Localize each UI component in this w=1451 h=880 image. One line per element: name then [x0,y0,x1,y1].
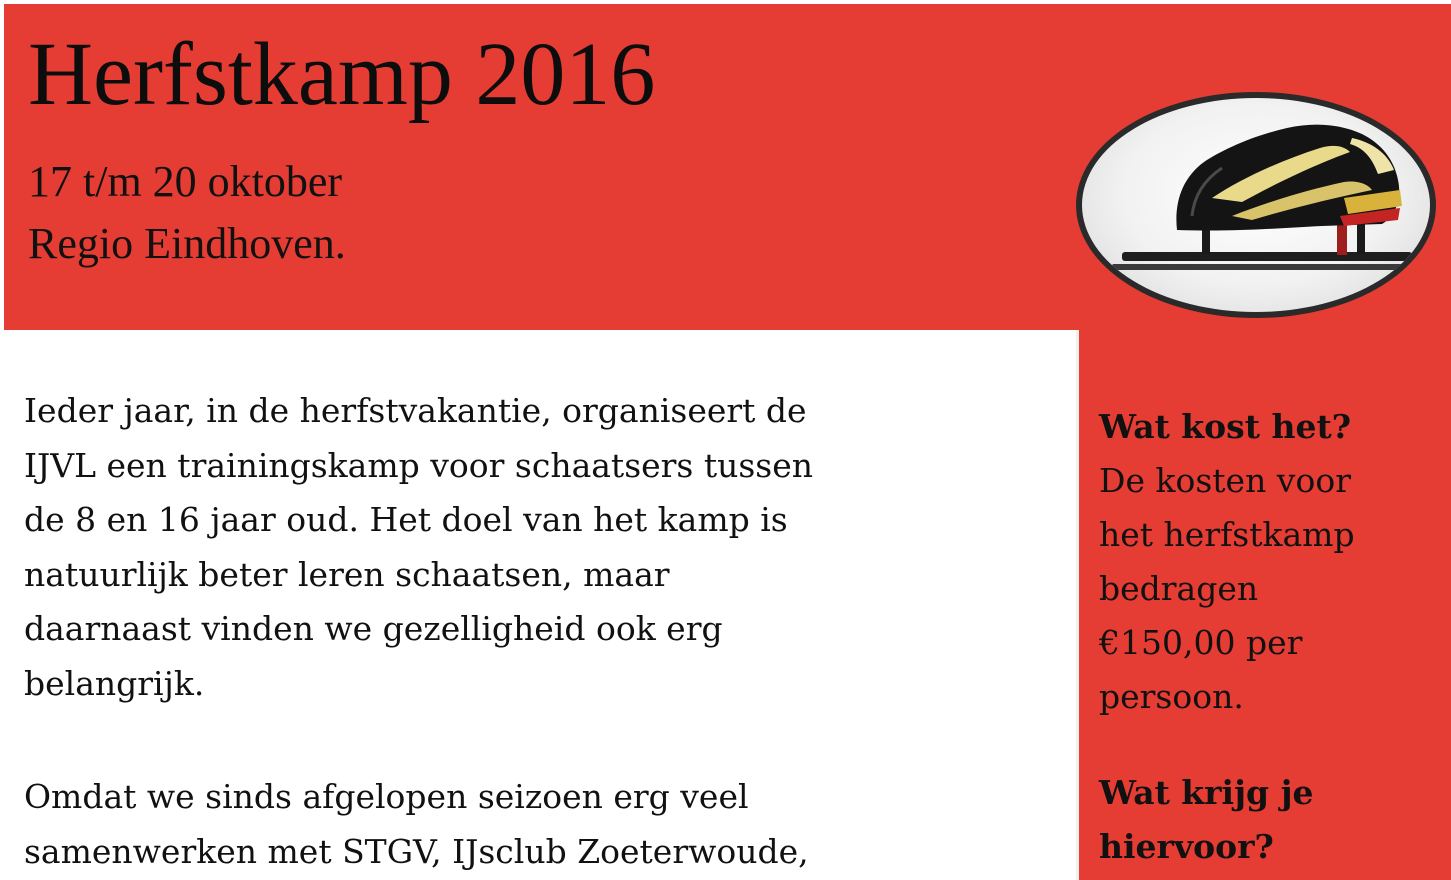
benefits-question-line: Wat krijg je [1099,773,1314,812]
cost-answer-line: €150,00 per [1099,623,1303,662]
cost-answer-line: persoon. [1099,677,1244,716]
intro-paragraph [24,384,1064,711]
header-banner [4,4,1451,330]
cost-answer-line: bedragen [1099,569,1259,608]
paragraph-line: Omdat we sinds afgelopen seizoen erg veel [24,777,749,816]
paragraph-line: IJVL een trainingskamp voor schaatsers tussen [24,445,814,485]
collaboration-paragraph [24,770,1064,879]
paragraph-line: Ieder jaar, in de herfstvakantie, organiseert de [24,391,807,430]
speed-skate-photo [1076,92,1436,318]
paragraph-line: natuurlijk beter leren schaatsen, maar [24,554,670,594]
benefits-section [1099,766,1314,874]
sidebar-info [1079,330,1451,880]
event-location: Regio Eindhoven. [28,219,346,268]
cost-answer-line: De kosten voor [1099,461,1351,500]
cost-section [1099,400,1355,724]
cost-answer-line: het herfstkamp [1099,515,1355,554]
paragraph-line: samenwerken met STGV, IJsclub Zoeterwoude, [24,831,809,871]
paragraph-line: belangrijk. [24,663,205,703]
paragraph-line: daarnaast vinden we gezelligheid ook erg [24,609,723,648]
benefits-question-line: hiervoor? [1099,827,1274,866]
page-title: Herfstkamp 2016 [28,25,656,124]
cost-question: Wat kost het? [1099,407,1352,446]
speed-skate-icon [1082,98,1430,312]
event-date: 17 t/m 20 oktober [28,157,343,206]
paragraph-line: de 8 en 16 jaar oud. Het doel van het kamp is [24,500,788,539]
